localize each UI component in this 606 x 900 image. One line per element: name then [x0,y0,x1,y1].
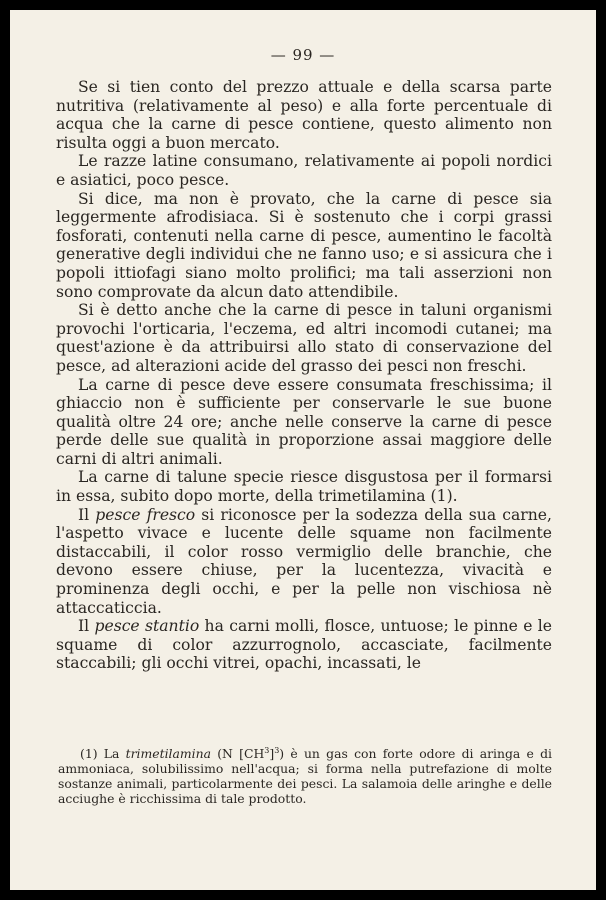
paragraph-freshness: La carne di pesce deve essere consumata freschissima; il ghiaccio non è sufficiente per conservarle le sue buone qualità oltre 24 ore; anche nelle conserve la carne di pesce perde delle sue qualità in proporzione assai maggiore delle carni di altri animali. [56,375,552,468]
book-page [10,10,596,890]
paragraph-latin-races: Le razze latine consumano, relativamente ai popoli nordici e asiatici, poco pesce. [56,152,552,189]
fresh-fish-prefix: Il [78,505,96,524]
paragraph-aphrodisiac: Si dice, ma non è provato, che la carne di pesce sia leggermente afrodisiaca. Si è sostenuto che i corpi grassi fosforati, contenuti nella carne di pesce, aumentino le facoltà generative degli individui che ne fanno uso; e si assicura che i popoli ittiofagi siano molto prolifici; ma tali asserzioni non sono comprovate da alcun dato attendibile. [56,189,552,301]
fresh-fish-text: si riconosce per la sodezza della sua carne, l'aspetto vivace e lucente delle squame non facilmente distaccabili, il color rosso vermiglio delle branchie, che devono essere chiuse, per la lucentezza, vivacità e prominenza degli occhi, e per la pelle non vischiosa nè attaccaticcia. [56,505,552,617]
formula-sup-2: 3 [274,745,280,755]
paragraph-stale-fish [56,617,552,673]
fresh-fish-term: pesce fresco [95,505,196,524]
footnotes [58,746,552,806]
stale-fish-prefix: Il [78,617,95,636]
formula-mid: ] [269,746,275,761]
formula-sup-1: 3 [264,745,270,755]
stale-fish-text: ha carni molli, flosce, untuose; le pinne e le squame di color azzurrognolo, accasciate, facilmente staccabili; gli occhi vitrei, opachi, incassati, le [56,617,553,673]
footnote-marker: (1) La [80,746,126,761]
footnote-1 [58,746,552,806]
formula-close: ) [279,746,285,761]
paragraph-price: Se si tien conto del prezzo attuale e della scarsa parte nutritiva (relativamente al peso) e alla forte percentuale di acqua che la carne di pesce contiene, questo alimento non risulta oggi a buon mercato. [56,78,552,152]
body-text [56,78,552,673]
paragraph-fresh-fish [56,506,552,618]
formula-open: (N [CH [210,746,265,761]
stale-fish-term: pesce stantio [94,617,200,636]
footnote-text: è un gas con forte odore di aringa e di ammoniaca, solubilissimo nell'acqua; si forma nella putrefazione di molte sostanze animali, particolarmente dei pesci. La salamoia delle aringhe e delle acciughe è ricchissima di tale prodotto. [58,746,552,806]
page-number: — 99 — [270,46,336,64]
paragraph-trimethylamine: La carne di talune specie riesce disgustosa per il formarsi in essa, subito dopo morte, della trimetilamina (1). [56,468,552,506]
paragraph-urticaria: Si è detto anche che la carne di pesce in taluni organismi provochi l'orticaria, l'eczema, ed altri incomodi cutanei; ma quest'azione è da attribuirsi allo stato di conservazione del pesce, ad alterazioni acide del grasso dei pesci non freschi. [56,301,552,375]
footnote-term: trimetilamina [125,746,211,761]
